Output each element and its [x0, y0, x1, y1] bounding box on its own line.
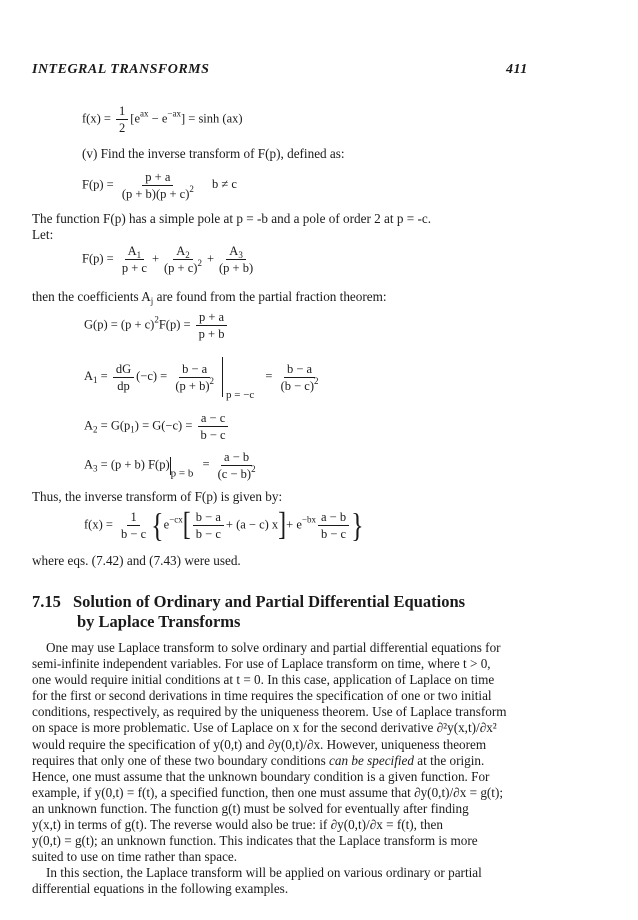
thus-text: Thus, the inverse transform of F(p) is given by: — [32, 489, 283, 504]
section-heading — [32, 592, 465, 612]
p1-line: semi-infinite independent variables. For use of Laplace transform on time, where t > 0, — [32, 656, 491, 672]
let-label: Let: — [32, 227, 54, 242]
p1-line: on space is more problematic. Use of Laplace on x for the second derivative ∂²y(x,t)/∂x² — [32, 720, 497, 736]
where-text: where eqs. (7.42) and (7.43) were used. — [32, 553, 241, 568]
equation-sinh: f(x) = $\frac{1}{2}$ $[e^{ax} - e^{-ax}] = \sinh (ax)$ — [82, 104, 243, 135]
section-title-line2: by Laplace Transforms — [77, 612, 241, 631]
p2-line: differential equations in the following examples. — [32, 881, 289, 897]
section-title-line1: Solution of Ordinary and Partial Differential Equations — [73, 592, 466, 611]
equation-Gp: $G(p) = (p + c)^2F(p)$ = $\frac{p + a}{p + b}$ — [84, 310, 229, 341]
p1-line: suited to use on time rather than space. — [32, 849, 238, 865]
body-paragraph-1 — [32, 640, 532, 898]
p1-line: example, if y(0,t) = f(t), a specified function, then one must assume that ∂y(0,t)/∂x = g(t); — [32, 784, 504, 800]
equation-A3: $A_3 = (p + b) F(p)_{p = b}$ = $\frac{a - b}{(c - b)^2}$ — [84, 450, 256, 481]
item-v-text: (v) Find the inverse transform of F(p), defined as: — [82, 146, 345, 161]
p1-line: y(x,t) in terms of g(t). The reverse would also be true: if ∂y(0,t)/∂x = f(t), then — [32, 817, 443, 833]
equation-A1: $A_1$ = $\frac{dG}{dp}$ (−c) = $\frac{b - a}{(p + b)^2}$ $_{p = -c}$ = $\frac{b - a}{(b - c)^2}$ — [84, 357, 324, 397]
p1-line: y(0,t) = g(t); an unknown function. This indicates that the Laplace transform is more — [32, 833, 478, 849]
p1-line: conditions, respectively, as required by the uniqueness theorem. Use of Laplace transform — [32, 704, 507, 720]
equation-Fp: F(p) = $\frac{p + a}{(p + b)(p + c)^2}$ b ≠ c — [82, 170, 237, 201]
p2-line: In this section, the Laplace transform will be applied on various ordinary or partial — [46, 865, 482, 881]
equation-A2: $A_2 = G(p_1) = G(-c)$ = $\frac{a - c}{b - c}$ — [84, 411, 231, 442]
emphasis-can-be-specified: can be specified — [329, 752, 414, 768]
equation-inverse-transform: f(x) = $\frac{1}{b - c}$ {$e^{-cx}$[ $\frac{b - a}{b - c}$ + (a − c) $x]+ e^{-bx}$ $\frac{a - b}{b - c}$ } — [84, 506, 364, 544]
p1-line: would require the specification of y(0,t) and ∂y(0,t)/∂x. However, uniqueness theorem — [32, 736, 487, 752]
p1-line: One may use Laplace transform to solve ordinary and partial differential equations for — [46, 640, 501, 655]
running-header-title: INTEGRAL TRANSFORMS — [32, 62, 210, 77]
pole-description: The function F(p) has a simple pole at p = -b and a pole of order 2 at p = -c. — [32, 211, 432, 226]
equation-partial-fractions: F(p) = $\frac{A_1}{p + c}$ + $\frac{A_2}{(p + c)^2}$ + $\frac{A_3}{(p + b)}$ — [82, 244, 254, 275]
p1-line: for the first or second derivations in time requires the specification of one or two initial — [32, 688, 492, 704]
p1-line: Hence, one must assume that the unknown boundary condition is a given function. For — [32, 768, 490, 784]
p1-line: requires that only one of these two boundary conditions can be specified at the origin. — [32, 752, 485, 768]
page-number: 411 — [506, 62, 528, 77]
coefficients-text: then the coefficients $A_j$ are found from the partial fraction theorem: — [32, 289, 387, 306]
section-number: 7.15 — [32, 592, 61, 611]
p1-line: one would require initial conditions at t = 0. In this case, application of Laplace on time — [32, 672, 495, 688]
p1-line: an unknown function. The function g(t) must be solved for eventually after finding — [32, 800, 469, 816]
